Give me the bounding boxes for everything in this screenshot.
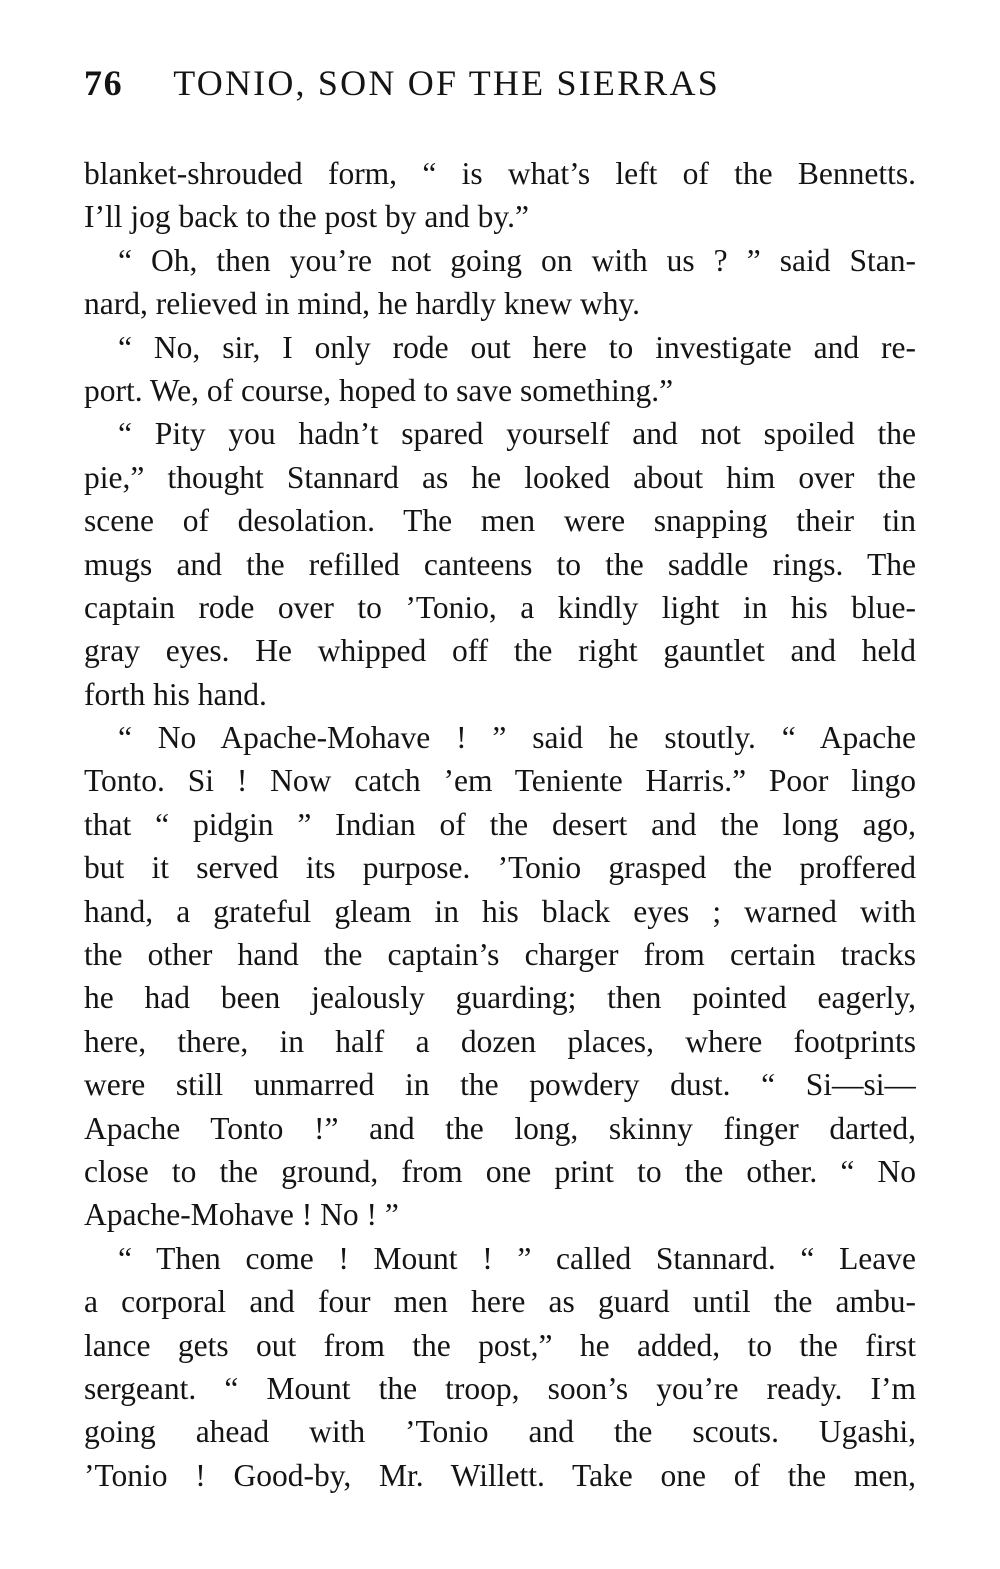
text-line: port. We, of course, hoped to save something.” xyxy=(84,372,674,408)
running-title: TONIO, SON OF THE SIERRAS xyxy=(173,63,720,103)
text-line: a corporal and four men here as guard until the ambu- xyxy=(84,1284,916,1320)
text-line: hand, a grateful gleam in his black eyes ; warned with xyxy=(84,893,916,929)
text-line: Apache-Mohave ! No ! ” xyxy=(84,1197,399,1233)
text-line: the other hand the captain’s charger from certain tracks xyxy=(84,937,916,973)
text-line: lance gets out from the post,” he added, to the first xyxy=(84,1327,916,1363)
text-line: gray eyes. He whipped off the right gauntlet and held xyxy=(84,633,916,669)
text-line: pie,” thought Stannard as he looked about him over the xyxy=(84,459,916,495)
text-line: Apache Tonto !” and the long, skinny finger darted, xyxy=(84,1110,916,1146)
page-header xyxy=(84,62,916,118)
text-line: he had been jealously guarding; then pointed eagerly, xyxy=(84,980,916,1016)
text-line: “ No, sir, I only rode out here to investigate and re- xyxy=(118,329,916,365)
text-line: forth his hand. xyxy=(84,676,267,712)
body-text xyxy=(84,152,916,1497)
text-line: going ahead with ’Tonio and the scouts. Ugashi, xyxy=(84,1414,916,1450)
text-line: “ Oh, then you’re not going on with us ? ” said Stan- xyxy=(118,242,916,278)
text-line: ’Tonio ! Good-by, Mr. Willett. Take one of the men, xyxy=(84,1457,916,1493)
text-line: “ Then come ! Mount ! ” called Stannard. “ Leave xyxy=(118,1240,916,1276)
text-line: mugs and the refilled canteens to the saddle rings. The xyxy=(84,546,916,582)
text-line: I’ll jog back to the post by and by.” xyxy=(84,199,529,235)
text-line: were still unmarred in the powdery dust. “ Si—si— xyxy=(84,1067,916,1103)
text-line: nard, relieved in mind, he hardly knew why. xyxy=(84,286,641,322)
page-number: 76 xyxy=(84,63,124,103)
text-line: Tonto. Si ! Now catch ’em Teniente Harris.” Poor lingo xyxy=(84,763,916,799)
text-line: but it served its purpose. ’Tonio grasped the proffered xyxy=(84,850,916,886)
text-line: close to the ground, from one print to the other. “ No xyxy=(84,1153,916,1189)
text-line: that “ pidgin ” Indian of the desert and the long ago, xyxy=(84,806,916,842)
text-line: blanket-shrouded form, “ is what’s left of the Bennetts. xyxy=(84,156,916,191)
text-line: scene of desolation. The men were snapping their tin xyxy=(84,503,916,539)
text-line: sergeant. “ Mount the troop, soon’s you’re ready. I’m xyxy=(84,1370,916,1406)
text-line: captain rode over to ’Tonio, a kindly light in his blue- xyxy=(84,589,916,625)
text-line: “ Pity you hadn’t spared yourself and not spoiled the xyxy=(118,416,916,452)
text-line: here, there, in half a dozen places, where footprints xyxy=(84,1023,916,1059)
text-line: “ No Apache-Mohave ! ” said he stoutly. “ Apache xyxy=(118,720,916,756)
book-page xyxy=(84,62,916,1497)
